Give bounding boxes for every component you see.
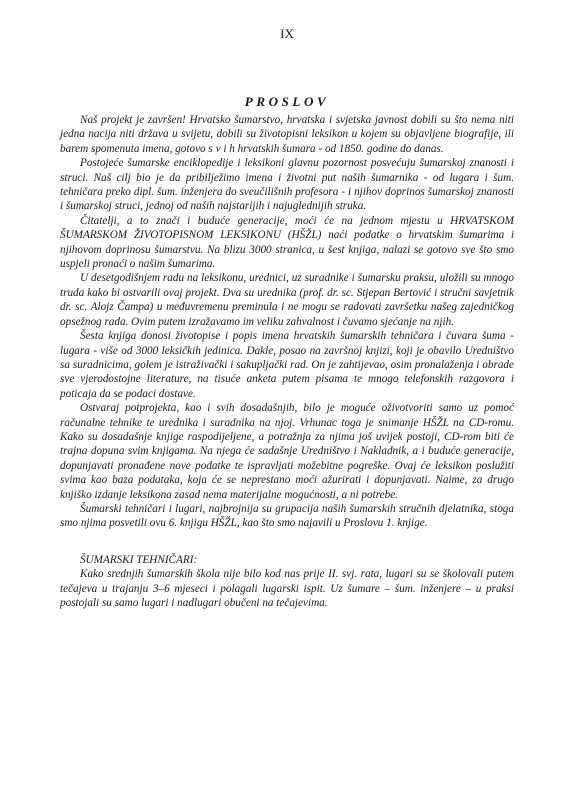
paragraph-1: Naš projekt je završen! Hrvatsko šumarstvo, hrvatska i svjetska javnost dobili su što nema niti jedna nacija niti država u svijetu, dobili su životopisni leksikon u kojem su objavljene biografije, ili barem spomenuta imena, gotovo s v i h hrvatskih šumara - od 1850. godine do danas.	[60, 114, 514, 155]
paragraph-5: Šesta knjiga donosi životopise i popis imena hrvatskih šumarskih tehničara i čuvara šuma - lugara - više od 3000 leksičkih jedinica. Dakle, posao na završnoj knjizi, koji je obavilo Uredništvo sa suradnicima, golem je istraživački i sakupljački rad. On je zahtijevao, osim pronalaženja i obrade sve vjerodostojne literature, na tisuće anketa putem pisama te mnogo telefonskih razgovora i poticaja da se podaci dostave.	[60, 330, 514, 400]
paragraph-7: Šumarski tehničari i lugari, najbrojnija su grupacija naših šumarskih stručnih djelatnika, stoga smo njima posvetili ovu 6. knjigu HŠŽL, kao što smo najavili u Proslovu 1. knjige.	[60, 502, 514, 530]
section-paragraph: Kako srednjih šumarskih škola nije bilo kod nas prije II. svj. rata, lugari su se školovali putem tečajeva u trajanju 3–6 mjeseci i polagali lugarski ispit. Uz šumare – šum. inženjere – u praksi postojali su samo lugari i nadlugari obučeni na tečajevima.	[60, 568, 514, 609]
paragraph-2: Postojeće šumarske enciklopedije i leksikoni glavnu pozornost posvećuju šumarskoj znanosti i struci. Naš cilj bio je da pribilježimo imena i životni put naših šumarnika - od lugara i šum. tehničara preko dipl. šum. inženjera do sveučilišnih profesora - i njihov doprinos šumarskoj znanosti i šumarskoj struci, jednoj od naših najstarijih i najuglednijih struka.	[60, 157, 514, 213]
body-text	[60, 113, 514, 610]
paragraph-6: Ostvaraj potprojekta, kao i svih dosadašnjih, bilo je moguće oživotvoriti samo uz pomoć računalne tehnike te urednika i suradnika na njoj. Vrhunac toga je snimanje HŠŽL na CD-romu. Kako su dosadašnje knjige raspodijeljene, a potražnja za njima još uvijek postoji, CD-rom biti će trajna dopuna svim knjigama. Na njega će sadašnje Uredništvo i Nakladnik, a i buduće generacije, dopunjavati pronađene nove podatke te ispravljati možebitne pogreške. Ovaj će leksikon poslužiti svima kao baza podataka, koja će se neprestano moći ažurirati i dopunjavati. Naime, za drugo knjiško izdanje leksikona zasad nema materijalne mogućnosti, a ni potrebe.	[60, 402, 514, 501]
paragraph-3: Čitatelji, a to znači i buduće generacije, moći će na jednom mjestu u HRVATSKOM ŠUMARSKOM ŽIVOTOPISNOM LEKSIKONU (HŠŽL) naći podatke o hrvatskim šumarima i njihovom doprinosu šumarstvu. Na blizu 3000 stranica, u šest knjiga, nalazi se gotovo sve što smo uspjeli pronaći o našim šumarima.	[60, 214, 514, 271]
page-title: PROSLOV	[244, 94, 330, 109]
section-heading: ŠUMARSKI TEHNIČARI:	[80, 553, 198, 566]
paragraph-4: U desetgodišnjem radu na leksikonu, urednici, uz suradnike i šumarsku praksu, uložili su mnogo truda kako bi ostvarili ovaj projekt. Dva su urednika (prof. dr. sc. Stjepan Bertović i stručni savjetnik dr. sc. Alojz Čampa) u međuvremenu preminula i ne mogu se radovati završetku našeg zajedničkog opsežnog rada. Ovim putem izražavamo im veliku zahvalnost i čuvamo sjećanje na njih.	[60, 272, 514, 328]
page-number: IX	[280, 26, 294, 41]
